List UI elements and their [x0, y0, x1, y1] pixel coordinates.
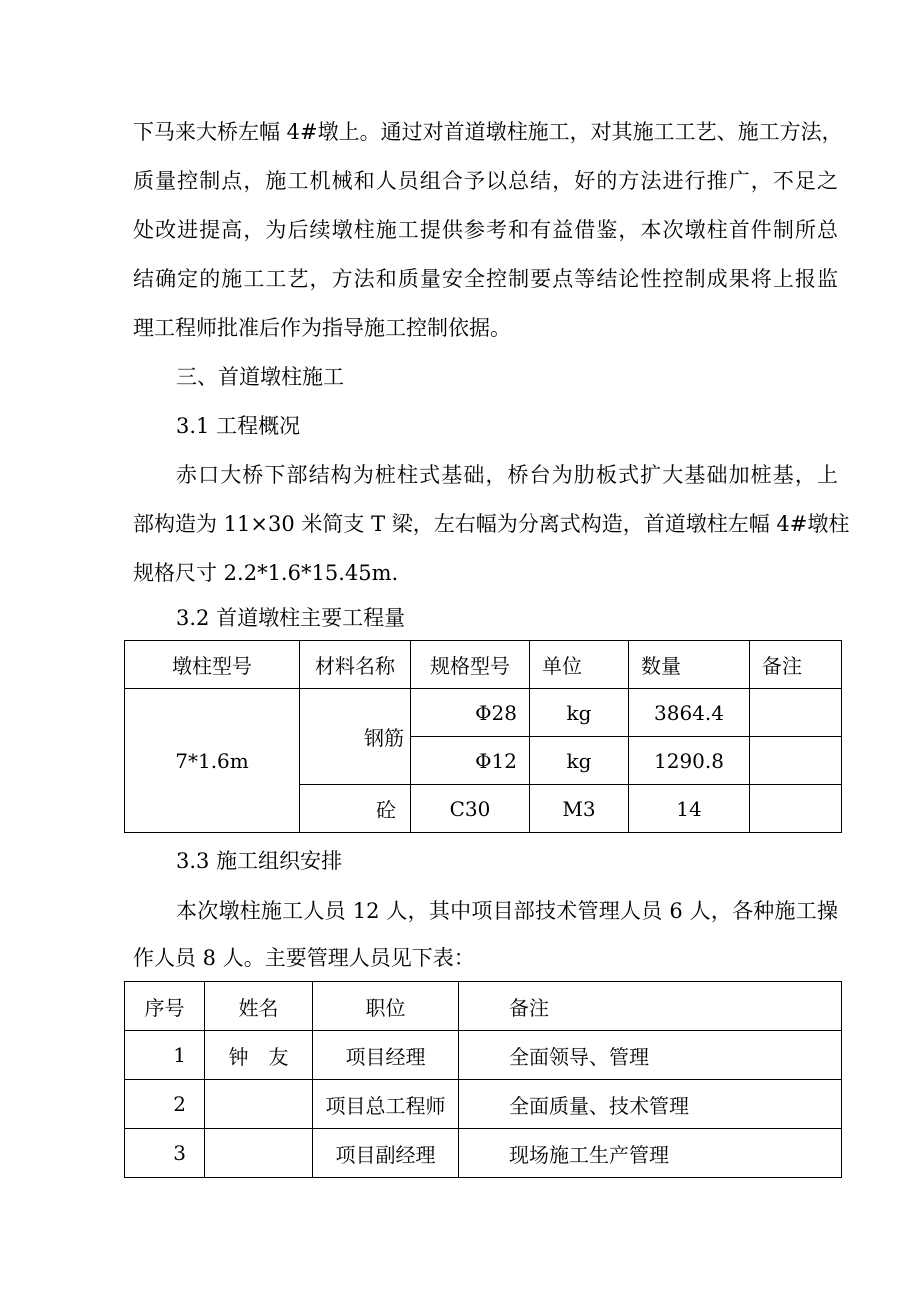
table-row	[125, 1080, 842, 1129]
paragraph-line: 部构造为 11×30 米简支 T 梁，左右幅为分离式构造，首道墩柱左幅 4#墩柱	[133, 512, 850, 536]
unit-cell: M3	[530, 785, 629, 833]
header-cell: 材料名称	[300, 641, 411, 689]
subsection-heading: 3.3 施工组织安排	[176, 849, 343, 873]
staff-table	[124, 981, 842, 1178]
header-cell: 序号	[125, 982, 205, 1031]
paragraph-line: 下马来大桥左幅 4#墩上。通过对首道墩柱施工，对其施工工艺、施工方法，	[133, 120, 843, 144]
paragraph-line: 结确定的施工工艺，方法和质量安全控制要点等结论性控制成果将上报监	[133, 267, 838, 291]
qty-cell: 1290.8	[629, 737, 750, 785]
unit-cell: kg	[530, 737, 629, 785]
paragraph-line: 质量控制点，施工机械和人员组合予以总结，好的方法进行推广，不足之	[133, 169, 838, 193]
header-cell: 备注	[750, 641, 842, 689]
table-header-row	[125, 641, 842, 689]
material-cell: 钢筋	[300, 689, 411, 785]
header-cell: 备注	[459, 982, 842, 1031]
header-cell: 墩柱型号	[125, 641, 300, 689]
qty-cell: 14	[629, 785, 750, 833]
subsection-heading: 3.1 工程概况	[176, 414, 301, 438]
name-cell	[205, 1129, 313, 1178]
table-header-row	[125, 982, 842, 1031]
unit-cell: kg	[530, 689, 629, 737]
spec-cell: C30	[411, 785, 530, 833]
note-cell: 全面质量、技术管理	[459, 1080, 842, 1129]
header-cell: 单位	[530, 641, 629, 689]
name-cell	[205, 1080, 313, 1129]
subsection-heading: 3.2 首道墩柱主要工程量	[176, 606, 406, 630]
header-cell: 姓名	[205, 982, 313, 1031]
no-cell: 3	[125, 1129, 205, 1178]
position-cell: 项目副经理	[313, 1129, 459, 1178]
no-cell: 1	[125, 1031, 205, 1080]
table-row	[125, 689, 842, 737]
position-cell: 项目总工程师	[313, 1080, 459, 1129]
paragraph-line: 处改进提高，为后续墩柱施工提供参考和有益借鉴，本次墩柱首件制所总	[133, 218, 838, 242]
paragraph-line: 赤口大桥下部结构为桩柱式基础，桥台为肋板式扩大基础加桩基，上	[176, 463, 838, 487]
header-cell: 规格型号	[411, 641, 530, 689]
pier-type-cell: 7*1.6m	[125, 689, 300, 833]
no-cell: 2	[125, 1080, 205, 1129]
note-cell	[750, 689, 842, 737]
paragraph-line: 本次墩柱施工人员 12 人，其中项目部技术管理人员 6 人，各种施工操	[176, 899, 838, 923]
header-cell: 职位	[313, 982, 459, 1031]
table-row	[125, 1031, 842, 1080]
note-cell	[750, 737, 842, 785]
name-cell: 钟 友	[205, 1031, 313, 1080]
qty-cell: 3864.4	[629, 689, 750, 737]
note-cell	[750, 785, 842, 833]
note-cell: 全面领导、管理	[459, 1031, 842, 1080]
paragraph-line: 规格尺寸 2.2*1.6*15.45m.	[133, 561, 399, 585]
material-cell: 砼	[300, 785, 411, 833]
header-cell: 数量	[629, 641, 750, 689]
spec-cell: Φ12	[411, 737, 530, 785]
quantity-table	[124, 640, 842, 833]
table-row	[125, 1129, 842, 1178]
position-cell: 项目经理	[313, 1031, 459, 1080]
paragraph-line: 作人员 8 人。主要管理人员见下表：	[133, 946, 475, 970]
note-cell: 现场施工生产管理	[459, 1129, 842, 1178]
section-heading: 三、首道墩柱施工	[176, 365, 344, 389]
spec-cell: Φ28	[411, 689, 530, 737]
paragraph-line: 理工程师批准后作为指导施工控制依据。	[133, 316, 511, 340]
